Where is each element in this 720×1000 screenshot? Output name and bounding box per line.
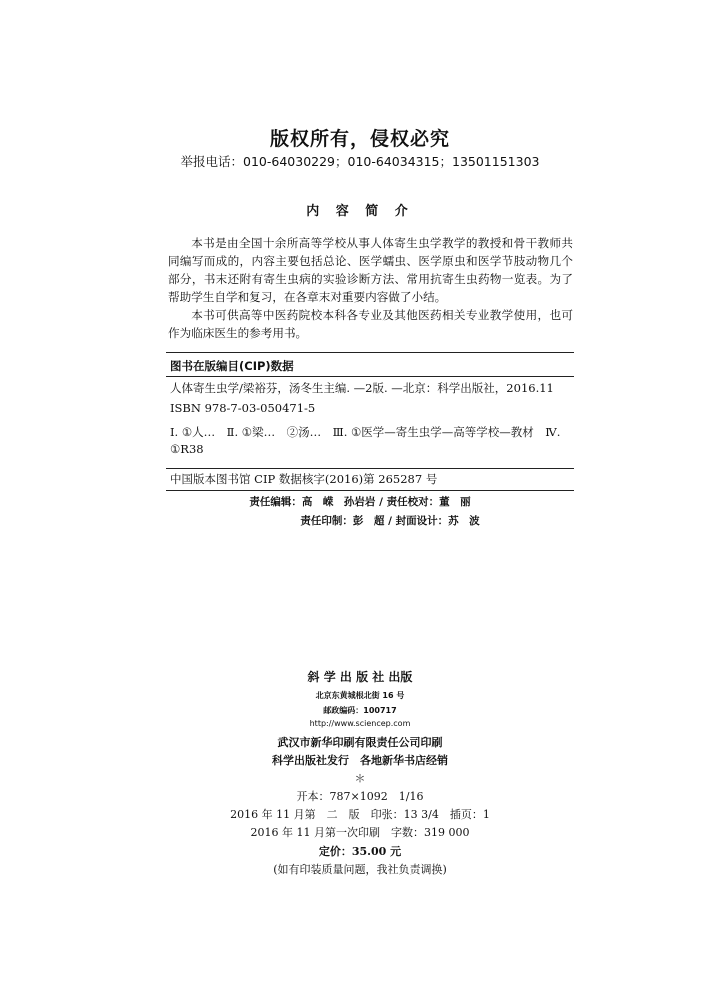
intro-paragraph: 本书可供高等中医药院校本科各专业及其他医药相关专业教学使用，也可作为临床医生的参考用书。 (168, 308, 573, 340)
cip-classification: Ⅰ. ①人… Ⅱ. ①梁… ②汤… Ⅲ. ①医学—寄生虫学—高等学校—教材 Ⅳ. ①R38 (170, 425, 561, 456)
cip-library-number: 中国版本图书馆 CIP 数据核字(2016)第 265287 号 (170, 472, 438, 486)
cip-bottom-rule (166, 490, 574, 491)
publisher-address: 北京东黄城根北街 16 号 (315, 691, 405, 700)
format-line: 开本：787×1092 1/16 (296, 790, 424, 803)
printer-name: 武汉市新华印刷有限责任公司印刷 (277, 736, 443, 749)
distribution-line: 科学出版社发行 各地新华书店经销 (272, 754, 448, 767)
production-credits: 责任印制：彭 超 / 封面设计：苏 波 (300, 515, 480, 527)
report-phone-line: 举报电话：010-64030229；010-64034315；13501151303 (180, 154, 540, 169)
publisher-url: http://www.sciencep.com (309, 719, 411, 728)
cip-divider-rule (166, 468, 574, 469)
printing-line: 2016 年 11 月第一次印刷 字数：319 000 (250, 826, 470, 839)
intro-heading: 内 容 简 介 (306, 204, 414, 219)
cip-record: 人体寄生虫学/梁裕芬，汤冬生主编. —2版. —北京：科学出版社，2016.11 (170, 381, 554, 395)
edition-line: 2016 年 11 月第 二 版 印张：13 3/4 插页：1 (230, 808, 490, 821)
price-line: 定价：35.00 元 (318, 845, 402, 858)
intro-paragraph: 本书是由全国十余所高等学校从事人体寄生虫学教学的教授和骨干教师共同编写而成的，内容主要包括总论、医学蠕虫、医学原虫和医学节肢动物几个部分，书末还附有寄生虫病的实验诊断方法、常用抗寄生虫药物一览表。为了帮助学生自学和复习，在各章末对重要内容做了小结。 (168, 236, 573, 304)
copyright-title: 版权所有，侵权必究 (269, 128, 450, 150)
cip-heading-rule (166, 376, 574, 377)
publisher-name: 斜 学 出 版 社 出版 (307, 670, 413, 684)
quality-note: (如有印装质量问题，我社负责调换) (273, 863, 447, 876)
cip-heading: 图书在版编目(CIP)数据 (170, 359, 294, 373)
intro-body (168, 234, 573, 342)
separator-star: ＊ (354, 772, 366, 785)
publisher-postcode: 邮政编码：100717 (323, 706, 397, 715)
cip-top-rule (166, 352, 574, 353)
editor-credits: 责任编辑：高 嵘 孙岩岩 / 责任校对：董 丽 (249, 496, 471, 508)
cip-isbn: ISBN 978-7-03-050471-5 (170, 401, 316, 415)
